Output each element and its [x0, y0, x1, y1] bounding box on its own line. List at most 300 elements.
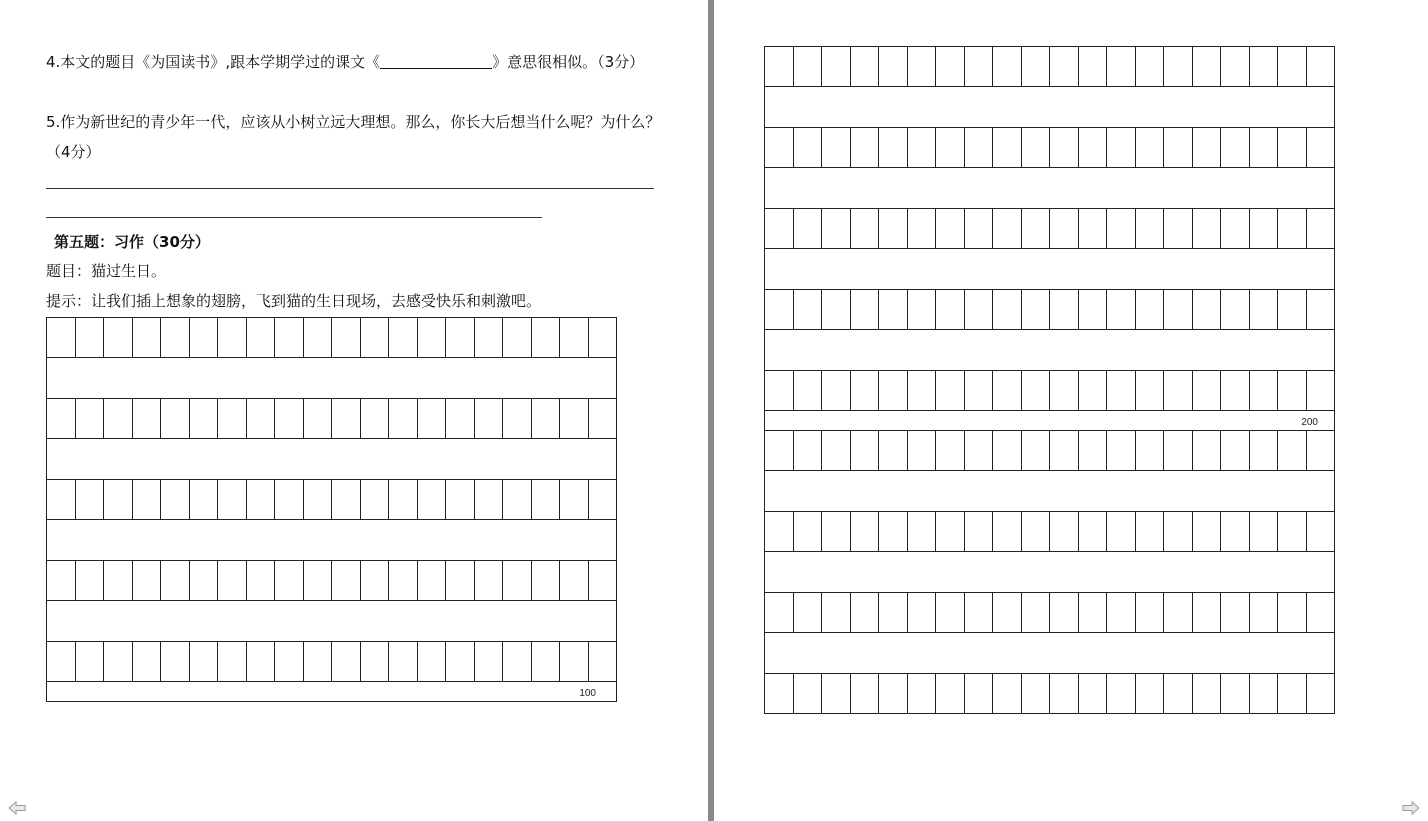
grid-cell[interactable]	[851, 209, 880, 249]
grid-cell[interactable]	[1136, 431, 1165, 471]
grid-cell[interactable]	[532, 480, 561, 520]
grid-cell[interactable]	[304, 318, 333, 358]
grid-cell[interactable]	[1050, 290, 1079, 330]
grid-cell[interactable]	[1278, 290, 1307, 330]
grid-cell[interactable]	[794, 290, 823, 330]
grid-cell[interactable]	[589, 318, 618, 358]
grid-cell[interactable]	[1307, 209, 1336, 249]
grid-cell[interactable]	[1221, 371, 1250, 411]
grid-cell[interactable]	[1193, 290, 1222, 330]
grid-cell[interactable]	[851, 674, 880, 714]
grid-cell[interactable]	[1307, 47, 1336, 87]
grid-cell[interactable]	[1136, 209, 1165, 249]
grid-cell[interactable]	[1278, 371, 1307, 411]
grid-cell[interactable]	[1307, 674, 1336, 714]
grid-cell[interactable]	[965, 128, 994, 168]
grid-cell[interactable]	[1050, 593, 1079, 633]
grid-cell[interactable]	[560, 480, 589, 520]
grid-cell[interactable]	[1079, 209, 1108, 249]
grid-cell[interactable]	[304, 480, 333, 520]
grid-cell[interactable]	[965, 674, 994, 714]
grid-cell[interactable]	[1136, 512, 1165, 552]
grid-cell[interactable]	[275, 399, 304, 439]
grid-cell[interactable]	[851, 593, 880, 633]
grid-cell[interactable]	[1107, 209, 1136, 249]
grid-cell[interactable]	[76, 399, 105, 439]
grid-cell[interactable]	[1050, 47, 1079, 87]
grid-cell[interactable]	[1250, 371, 1279, 411]
grid-cell[interactable]	[1193, 209, 1222, 249]
grid-cell[interactable]	[1050, 674, 1079, 714]
grid-cell[interactable]	[1107, 128, 1136, 168]
grid-cell[interactable]	[475, 561, 504, 601]
grid-cell[interactable]	[275, 561, 304, 601]
grid-cell[interactable]	[936, 128, 965, 168]
grid-cell[interactable]	[247, 642, 276, 682]
grid-cell[interactable]	[1307, 431, 1336, 471]
grid-cell[interactable]	[1193, 674, 1222, 714]
grid-cell[interactable]	[161, 642, 190, 682]
grid-cell[interactable]	[133, 318, 162, 358]
grid-cell[interactable]	[908, 593, 937, 633]
grid-cell[interactable]	[47, 399, 76, 439]
arrow-left-icon[interactable]	[8, 801, 26, 815]
grid-cell[interactable]	[1221, 431, 1250, 471]
grid-cell[interactable]	[1221, 128, 1250, 168]
grid-cell[interactable]	[47, 480, 76, 520]
grid-cell[interactable]	[47, 318, 76, 358]
grid-row	[765, 128, 1335, 168]
grid-cell[interactable]	[1278, 674, 1307, 714]
grid-cell[interactable]	[1221, 674, 1250, 714]
grid-cell[interactable]	[503, 561, 532, 601]
grid-cell[interactable]	[1307, 371, 1336, 411]
grid-cell[interactable]	[1022, 674, 1051, 714]
grid-cell[interactable]	[275, 480, 304, 520]
grid-cell[interactable]	[1221, 512, 1250, 552]
grid-cell[interactable]	[190, 480, 219, 520]
grid-cell[interactable]	[76, 642, 105, 682]
grid-cell[interactable]	[965, 47, 994, 87]
grid-cell[interactable]	[794, 512, 823, 552]
grid-cell[interactable]	[1164, 290, 1193, 330]
grid-cell[interactable]	[1278, 431, 1307, 471]
grid-cell[interactable]	[389, 561, 418, 601]
grid-cell[interactable]	[532, 561, 561, 601]
grid-cell[interactable]	[794, 674, 823, 714]
grid-cell[interactable]	[1022, 209, 1051, 249]
grid-cell[interactable]	[104, 561, 133, 601]
grid-cell[interactable]	[879, 431, 908, 471]
grid-cell[interactable]	[993, 209, 1022, 249]
grid-row	[765, 674, 1335, 714]
answer-line[interactable]	[46, 188, 654, 189]
grid-cell[interactable]	[560, 318, 589, 358]
grid-cell[interactable]	[879, 128, 908, 168]
grid-cell[interactable]	[1107, 593, 1136, 633]
grid-cell[interactable]	[1164, 593, 1193, 633]
grid-cell[interactable]	[503, 318, 532, 358]
grid-cell[interactable]	[247, 399, 276, 439]
grid-cell[interactable]	[1079, 47, 1108, 87]
grid-cell[interactable]	[1107, 431, 1136, 471]
grid-cell[interactable]	[503, 642, 532, 682]
grid-cell[interactable]	[1050, 512, 1079, 552]
grid-cell[interactable]	[908, 512, 937, 552]
grid-cell[interactable]	[1136, 47, 1165, 87]
grid-cell[interactable]	[851, 47, 880, 87]
grid-cell[interactable]	[1250, 674, 1279, 714]
grid-cell[interactable]	[908, 674, 937, 714]
grid-cell[interactable]	[794, 431, 823, 471]
grid-row	[765, 290, 1335, 330]
grid-cell[interactable]	[765, 209, 794, 249]
grid-cell[interactable]	[446, 561, 475, 601]
grid-cell[interactable]	[1050, 431, 1079, 471]
grid-cell[interactable]	[794, 209, 823, 249]
grid-spacer-row	[47, 601, 617, 642]
grid-cell[interactable]	[822, 512, 851, 552]
grid-cell[interactable]	[332, 480, 361, 520]
grid-cell[interactable]	[908, 431, 937, 471]
grid-cell[interactable]	[332, 399, 361, 439]
grid-cell[interactable]	[851, 512, 880, 552]
grid-cell[interactable]	[965, 512, 994, 552]
grid-cell[interactable]	[133, 399, 162, 439]
grid-cell[interactable]	[446, 642, 475, 682]
grid-cell[interactable]	[851, 371, 880, 411]
grid-cell[interactable]	[1107, 674, 1136, 714]
grid-cell[interactable]	[76, 480, 105, 520]
grid-cell[interactable]	[1079, 593, 1108, 633]
grid-cell[interactable]	[161, 399, 190, 439]
grid-cell[interactable]	[1307, 290, 1336, 330]
grid-cell[interactable]	[1022, 47, 1051, 87]
grid-cell[interactable]	[532, 318, 561, 358]
grid-cell[interactable]	[247, 318, 276, 358]
grid-cell[interactable]	[879, 593, 908, 633]
grid-cell[interactable]	[104, 318, 133, 358]
grid-cell[interactable]	[446, 399, 475, 439]
grid-cell[interactable]	[332, 561, 361, 601]
grid-cell[interactable]	[794, 593, 823, 633]
grid-cell[interactable]	[1307, 128, 1336, 168]
grid-cell[interactable]	[1164, 371, 1193, 411]
grid-cell[interactable]	[1250, 512, 1279, 552]
grid-cell[interactable]	[765, 47, 794, 87]
grid-cell[interactable]	[361, 561, 390, 601]
grid-cell[interactable]	[851, 128, 880, 168]
grid-cell[interactable]	[1079, 674, 1108, 714]
grid-cell[interactable]	[1278, 593, 1307, 633]
question-4-text: 4.本文的题目《为国读书》,跟本学期学过的课文《	[46, 53, 381, 71]
grid-cell[interactable]	[1107, 512, 1136, 552]
grid-cell[interactable]	[1107, 47, 1136, 87]
grid-cell[interactable]	[589, 642, 618, 682]
grid-cell[interactable]	[304, 642, 333, 682]
grid-cell[interactable]	[1193, 47, 1222, 87]
grid-cell[interactable]	[1136, 128, 1165, 168]
grid-cell[interactable]	[418, 399, 447, 439]
grid-cell[interactable]	[993, 290, 1022, 330]
grid-cell[interactable]	[851, 431, 880, 471]
grid-cell[interactable]	[1022, 290, 1051, 330]
grid-cell[interactable]	[993, 128, 1022, 168]
grid-cell[interactable]	[589, 561, 618, 601]
grid-cell[interactable]	[1193, 128, 1222, 168]
grid-cell[interactable]	[190, 642, 219, 682]
grid-cell[interactable]	[1221, 290, 1250, 330]
grid-spacer-row	[47, 439, 617, 480]
grid-cell[interactable]	[822, 593, 851, 633]
grid-cell[interactable]	[1278, 47, 1307, 87]
grid-cell[interactable]	[361, 399, 390, 439]
grid-spacer-row	[765, 552, 1335, 593]
right-page	[714, 0, 1428, 821]
grid-cell[interactable]	[794, 47, 823, 87]
grid-cell[interactable]	[1250, 593, 1279, 633]
grid-cell[interactable]	[418, 318, 447, 358]
grid-cell[interactable]	[822, 290, 851, 330]
grid-cell[interactable]	[560, 561, 589, 601]
grid-cell[interactable]	[418, 480, 447, 520]
grid-cell[interactable]	[104, 642, 133, 682]
grid-cell[interactable]	[1164, 431, 1193, 471]
grid-cell[interactable]	[965, 371, 994, 411]
grid-cell[interactable]	[104, 399, 133, 439]
grid-cell[interactable]	[361, 642, 390, 682]
grid-cell[interactable]	[822, 47, 851, 87]
grid-cell[interactable]	[218, 561, 247, 601]
grid-cell[interactable]	[965, 431, 994, 471]
grid-cell[interactable]	[218, 399, 247, 439]
grid-cell[interactable]	[218, 480, 247, 520]
grid-cell[interactable]	[389, 318, 418, 358]
grid-cell[interactable]	[47, 642, 76, 682]
grid-cell[interactable]	[936, 593, 965, 633]
grid-cell[interactable]	[879, 47, 908, 87]
grid-cell[interactable]	[161, 318, 190, 358]
grid-cell[interactable]	[1250, 431, 1279, 471]
answer-line[interactable]	[46, 217, 542, 218]
grid-cell[interactable]	[908, 128, 937, 168]
grid-cell[interactable]	[1022, 128, 1051, 168]
grid-cell[interactable]	[1136, 674, 1165, 714]
grid-cell[interactable]	[965, 290, 994, 330]
grid-cell[interactable]	[851, 290, 880, 330]
grid-cell[interactable]	[446, 480, 475, 520]
grid-cell[interactable]	[1136, 371, 1165, 411]
grid-cell[interactable]	[1022, 371, 1051, 411]
grid-cell[interactable]	[304, 561, 333, 601]
grid-cell[interactable]	[936, 512, 965, 552]
grid-cell[interactable]	[503, 480, 532, 520]
grid-cell[interactable]	[1193, 431, 1222, 471]
grid-cell[interactable]	[161, 480, 190, 520]
grid-cell[interactable]	[936, 431, 965, 471]
grid-cell[interactable]	[765, 290, 794, 330]
grid-cell[interactable]	[218, 318, 247, 358]
grid-cell[interactable]	[993, 47, 1022, 87]
grid-cell[interactable]	[1193, 512, 1222, 552]
grid-cell[interactable]	[936, 209, 965, 249]
grid-cell[interactable]	[361, 480, 390, 520]
grid-cell[interactable]	[304, 399, 333, 439]
grid-cell[interactable]	[908, 47, 937, 87]
grid-cell[interactable]	[1250, 209, 1279, 249]
grid-cell[interactable]	[247, 561, 276, 601]
grid-cell[interactable]	[1193, 371, 1222, 411]
grid-cell[interactable]	[1221, 47, 1250, 87]
grid-cell[interactable]	[1050, 128, 1079, 168]
grid-cell[interactable]	[560, 399, 589, 439]
grid-cell[interactable]	[765, 128, 794, 168]
grid-cell[interactable]	[332, 318, 361, 358]
grid-cell[interactable]	[332, 642, 361, 682]
grid-cell[interactable]	[1050, 209, 1079, 249]
grid-cell[interactable]	[765, 371, 794, 411]
grid-cell[interactable]	[1221, 593, 1250, 633]
grid-cell[interactable]	[418, 561, 447, 601]
grid-cell[interactable]	[1107, 290, 1136, 330]
grid-cell[interactable]	[76, 318, 105, 358]
grid-cell[interactable]	[389, 642, 418, 682]
grid-cell[interactable]	[133, 480, 162, 520]
grid-cell[interactable]	[1250, 290, 1279, 330]
grid-cell[interactable]	[993, 593, 1022, 633]
grid-spacer-row	[47, 520, 617, 561]
grid-cell[interactable]	[1193, 593, 1222, 633]
grid-cell[interactable]	[361, 318, 390, 358]
writing-grid[interactable]	[764, 46, 1335, 714]
grid-cell[interactable]	[1250, 47, 1279, 87]
grid-cell[interactable]	[475, 480, 504, 520]
grid-cell[interactable]	[389, 480, 418, 520]
grid-cell[interactable]	[418, 642, 447, 682]
grid-cell[interactable]	[936, 47, 965, 87]
grid-cell[interactable]	[879, 209, 908, 249]
grid-cell[interactable]	[560, 642, 589, 682]
grid-cell[interactable]	[993, 674, 1022, 714]
grid-cell[interactable]	[936, 674, 965, 714]
grid-cell[interactable]	[908, 371, 937, 411]
grid-cell[interactable]	[1022, 512, 1051, 552]
grid-cell[interactable]	[1136, 290, 1165, 330]
grid-cell[interactable]	[47, 561, 76, 601]
grid-cell[interactable]	[1278, 512, 1307, 552]
arrow-right-icon[interactable]	[1402, 801, 1420, 815]
grid-cell[interactable]	[1307, 593, 1336, 633]
grid-cell[interactable]	[589, 399, 618, 439]
grid-cell[interactable]	[1079, 371, 1108, 411]
grid-cell[interactable]	[133, 642, 162, 682]
grid-cell[interactable]	[532, 399, 561, 439]
grid-cell[interactable]	[1221, 209, 1250, 249]
grid-cell[interactable]	[475, 399, 504, 439]
grid-cell[interactable]	[965, 209, 994, 249]
grid-cell[interactable]	[76, 561, 105, 601]
grid-cell[interactable]	[1107, 371, 1136, 411]
grid-cell[interactable]	[532, 642, 561, 682]
grid-cell[interactable]	[822, 674, 851, 714]
grid-cell[interactable]	[190, 399, 219, 439]
grid-row	[765, 512, 1335, 552]
grid-cell[interactable]	[765, 593, 794, 633]
writing-grid[interactable]	[46, 317, 617, 702]
grid-cell[interactable]	[275, 318, 304, 358]
grid-cell[interactable]	[794, 128, 823, 168]
grid-cell[interactable]	[1079, 290, 1108, 330]
grid-cell[interactable]	[1079, 431, 1108, 471]
grid-cell[interactable]	[822, 371, 851, 411]
grid-cell[interactable]	[1136, 593, 1165, 633]
grid-cell[interactable]	[190, 318, 219, 358]
grid-cell[interactable]	[879, 512, 908, 552]
grid-cell[interactable]	[104, 480, 133, 520]
grid-cell[interactable]	[589, 480, 618, 520]
grid-cell[interactable]	[908, 209, 937, 249]
grid-cell[interactable]	[765, 512, 794, 552]
grid-cell[interactable]	[247, 480, 276, 520]
grid-cell[interactable]	[161, 561, 190, 601]
grid-cell[interactable]	[936, 371, 965, 411]
grid-row	[47, 318, 617, 358]
grid-cell[interactable]	[908, 290, 937, 330]
grid-cell[interactable]	[1278, 209, 1307, 249]
grid-cell[interactable]	[765, 674, 794, 714]
grid-cell[interactable]	[190, 561, 219, 601]
grid-cell[interactable]	[475, 318, 504, 358]
grid-cell[interactable]	[879, 674, 908, 714]
grid-cell[interactable]	[1164, 47, 1193, 87]
grid-cell[interactable]	[133, 561, 162, 601]
grid-cell[interactable]	[1022, 431, 1051, 471]
grid-cell[interactable]	[993, 512, 1022, 552]
grid-cell[interactable]	[1050, 371, 1079, 411]
grid-cell[interactable]	[822, 209, 851, 249]
grid-cell[interactable]	[822, 128, 851, 168]
grid-cell[interactable]	[879, 371, 908, 411]
grid-cell[interactable]	[1164, 512, 1193, 552]
grid-cell[interactable]	[822, 431, 851, 471]
grid-cell[interactable]	[389, 399, 418, 439]
grid-cell[interactable]	[965, 593, 994, 633]
grid-cell[interactable]	[1164, 209, 1193, 249]
grid-cell[interactable]	[218, 642, 247, 682]
grid-cell[interactable]	[475, 642, 504, 682]
grid-cell[interactable]	[993, 371, 1022, 411]
grid-cell[interactable]	[1250, 128, 1279, 168]
grid-cell[interactable]	[1164, 128, 1193, 168]
grid-cell[interactable]	[993, 431, 1022, 471]
grid-cell[interactable]	[275, 642, 304, 682]
grid-cell[interactable]	[936, 290, 965, 330]
grid-cell[interactable]	[1079, 128, 1108, 168]
grid-cell[interactable]	[446, 318, 475, 358]
grid-cell[interactable]	[1278, 128, 1307, 168]
grid-cell[interactable]	[794, 371, 823, 411]
grid-cell[interactable]	[879, 290, 908, 330]
grid-count-row	[47, 682, 617, 702]
answer-blank[interactable]	[380, 53, 492, 69]
grid-cell[interactable]	[1022, 593, 1051, 633]
grid-cell[interactable]	[1307, 512, 1336, 552]
grid-cell[interactable]	[1164, 674, 1193, 714]
grid-cell[interactable]	[1079, 512, 1108, 552]
grid-cell[interactable]	[503, 399, 532, 439]
question-4-tail: 》意思很相似。（3分）	[492, 53, 645, 71]
grid-cell[interactable]	[765, 431, 794, 471]
